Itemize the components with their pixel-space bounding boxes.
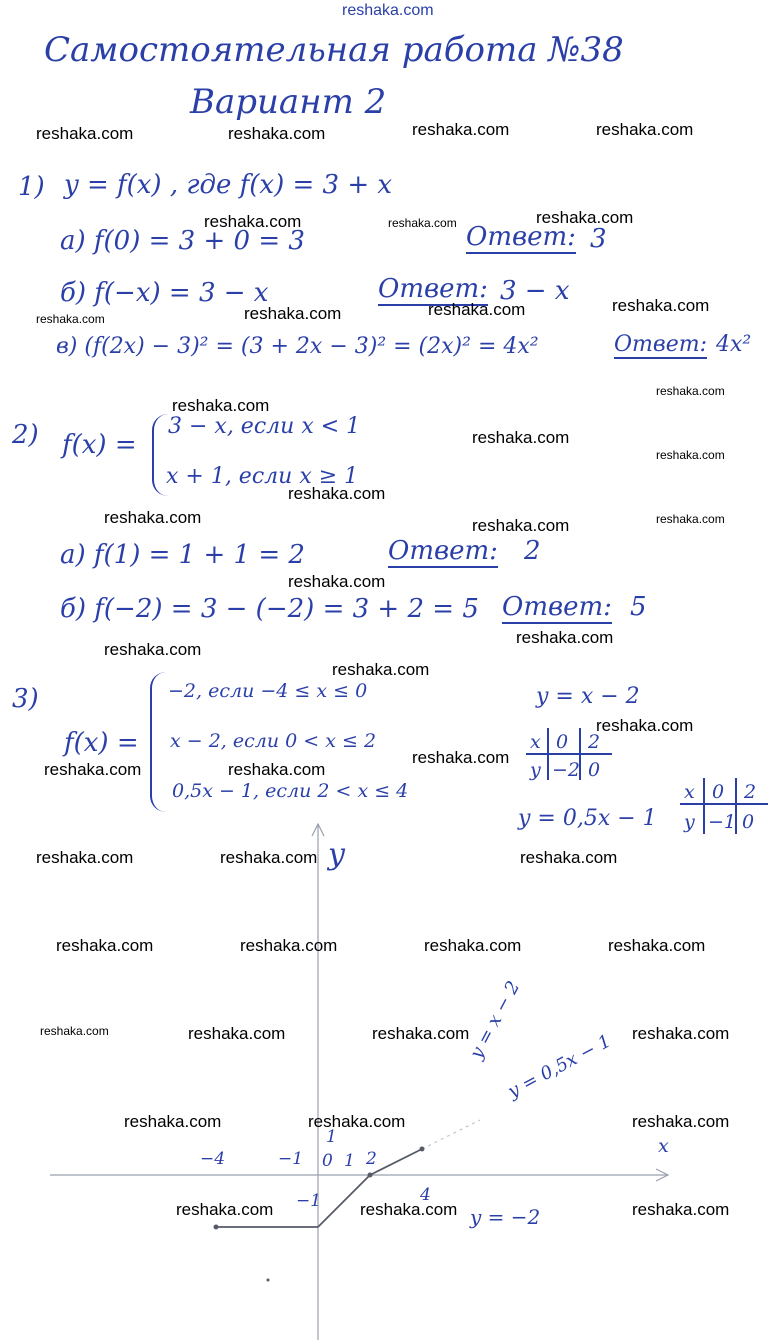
table2-y1: −1 xyxy=(708,811,737,833)
task1-a-answer-label: Ответ: xyxy=(466,222,576,252)
tick-0: 0 xyxy=(322,1151,333,1171)
watermark: reshaka.com xyxy=(44,760,142,779)
table2-y2: 0 xyxy=(742,811,755,833)
x-axis-label: x xyxy=(658,1135,669,1157)
watermark: reshaka.com xyxy=(596,716,694,735)
watermark: reshaka.com xyxy=(608,936,706,955)
table2-x2: 2 xyxy=(744,781,757,803)
tick-1: 1 xyxy=(344,1151,355,1171)
watermark: reshaka.com xyxy=(412,748,510,767)
watermark: reshaka.com xyxy=(204,212,302,231)
task3-brace xyxy=(150,672,166,812)
watermark: reshaka.com xyxy=(656,512,725,526)
table1-x-label: x xyxy=(530,731,541,753)
page-title: Самостоятельная работа №38 xyxy=(44,30,624,70)
watermark: reshaka.com xyxy=(332,660,430,679)
task1-statement: y = f(x) , где f(x) = 3 + x xyxy=(64,170,393,200)
watermark: reshaka.com xyxy=(412,120,510,139)
watermark: reshaka.com xyxy=(656,448,725,462)
watermark: reshaka.com xyxy=(124,1112,222,1131)
watermark: reshaka.com xyxy=(228,760,326,779)
task3-case3: 0,5x − 1, если 2 < x ≤ 4 xyxy=(172,780,409,802)
task1-number: 1) xyxy=(18,172,45,202)
task3-number: 3) xyxy=(12,684,39,714)
table2-y-label: y xyxy=(684,811,695,833)
watermark: reshaka.com xyxy=(472,516,570,535)
watermark: reshaka.com xyxy=(40,1024,109,1038)
task3-fx: f(x) = xyxy=(64,728,139,758)
watermark: reshaka.com xyxy=(632,1200,730,1219)
variant-title: Вариант 2 xyxy=(190,82,387,122)
watermark: reshaka.com xyxy=(240,936,338,955)
task2-a: а) f(1) = 1 + 1 = 2 xyxy=(60,540,305,570)
task1-a: а) f(0) = 3 + 0 = 3 xyxy=(60,226,305,256)
table1-y2: 0 xyxy=(588,759,601,781)
task2-b-answer: 5 xyxy=(630,592,647,622)
tick-y-minus1: −1 xyxy=(296,1191,322,1211)
watermark: reshaka.com xyxy=(428,300,526,319)
tick-2: 2 xyxy=(366,1149,377,1169)
watermark: reshaka.com xyxy=(104,508,202,527)
task2-b-answer-label: Ответ: xyxy=(502,592,612,622)
watermark: reshaka.com xyxy=(188,1024,286,1043)
task2-b: б) f(−2) = 3 − (−2) = 3 + 2 = 5 xyxy=(60,594,479,624)
task3-case1: −2, если −4 ≤ x ≤ 0 xyxy=(168,680,368,702)
task1-c: в) (f(2x) − 3)² = (3 + 2x − 3)² = (2x)² = 4x² xyxy=(56,334,539,359)
watermark: reshaka.com xyxy=(288,572,386,591)
point-minus4 xyxy=(214,1225,219,1230)
watermark: reshaka.com xyxy=(56,936,154,955)
label-y-half-x-minus-1: y = 0,5x − 1 xyxy=(504,1030,615,1103)
task1-b-answer-label: Ответ: xyxy=(378,274,488,304)
label-y-x-minus-2: y = x − 2 xyxy=(465,977,525,1063)
task2-case1: 3 − x, если x < 1 xyxy=(168,414,361,439)
function-graph xyxy=(0,820,780,1340)
watermark: reshaka.com xyxy=(536,208,634,227)
line-y-x-minus-2-extension xyxy=(422,1120,480,1149)
segment-y-half-x-minus-1 xyxy=(370,1149,422,1175)
task3-eq2: y = 0,5x − 1 xyxy=(518,806,657,831)
task1-c-answer: 4x² xyxy=(716,332,752,357)
task2-case2: x + 1, если x ≥ 1 xyxy=(166,464,359,489)
watermark: reshaka.com xyxy=(472,428,570,447)
task1-b-answer: 3 − x xyxy=(500,276,570,306)
tick-minus1: −1 xyxy=(278,1149,304,1169)
watermark: reshaka.com xyxy=(612,296,710,315)
watermark: reshaka.com xyxy=(424,936,522,955)
task2-fx: f(x) = xyxy=(62,430,137,460)
table1-x1: 0 xyxy=(556,731,569,753)
watermark: reshaka.com xyxy=(632,1112,730,1131)
watermark: reshaka.com xyxy=(516,628,614,647)
watermark: reshaka.com xyxy=(388,216,457,230)
table1-x2: 2 xyxy=(588,731,601,753)
watermark: reshaka.com xyxy=(176,1200,274,1219)
point-2-0 xyxy=(368,1173,373,1178)
point-4-1 xyxy=(420,1147,425,1152)
label-y-minus-2: y = −2 xyxy=(470,1205,541,1229)
task1-c-answer-label: Ответ: xyxy=(614,332,707,357)
stray-dot xyxy=(267,1279,270,1282)
watermark: reshaka.com xyxy=(104,640,202,659)
watermark: reshaka.com xyxy=(228,124,326,143)
table2-x-label: x xyxy=(684,781,695,803)
watermark: reshaka.com xyxy=(520,848,618,867)
tick-4: 4 xyxy=(420,1185,431,1205)
task2-a-answer-label: Ответ: xyxy=(388,536,498,566)
watermark: reshaka.com xyxy=(596,120,694,139)
task1-a-answer: 3 xyxy=(590,224,607,254)
watermark: reshaka.com xyxy=(372,1024,470,1043)
watermark: reshaka.com xyxy=(656,384,725,398)
task3-case2: x − 2, если 0 < x ≤ 2 xyxy=(170,730,377,752)
watermark: reshaka.com xyxy=(220,848,318,867)
table1-y1: −2 xyxy=(552,759,581,781)
watermark: reshaka.com xyxy=(288,484,386,503)
watermark: reshaka.com xyxy=(360,1200,458,1219)
task3-eq1: y = x − 2 xyxy=(536,684,640,709)
y-axis-label: y xyxy=(328,837,345,872)
tick-y-1: 1 xyxy=(326,1127,337,1147)
watermark: reshaka.com xyxy=(244,304,342,323)
task2-a-answer: 2 xyxy=(524,536,541,566)
watermark: reshaka.com xyxy=(308,1112,406,1131)
watermark: reshaka.com xyxy=(172,396,270,415)
watermark: reshaka.com xyxy=(632,1024,730,1043)
watermark: reshaka.com xyxy=(36,312,105,326)
task2-number: 2) xyxy=(12,420,39,450)
task1-b: б) f(−x) = 3 − x xyxy=(60,278,269,308)
table2-x1: 0 xyxy=(712,781,725,803)
tick-minus4: −4 xyxy=(200,1149,226,1169)
table1-y-label: y xyxy=(530,759,541,781)
watermark: reshaka.com xyxy=(36,848,134,867)
watermark: reshaka.com xyxy=(36,124,134,143)
site-url[interactable]: reshaka.com xyxy=(342,2,434,19)
